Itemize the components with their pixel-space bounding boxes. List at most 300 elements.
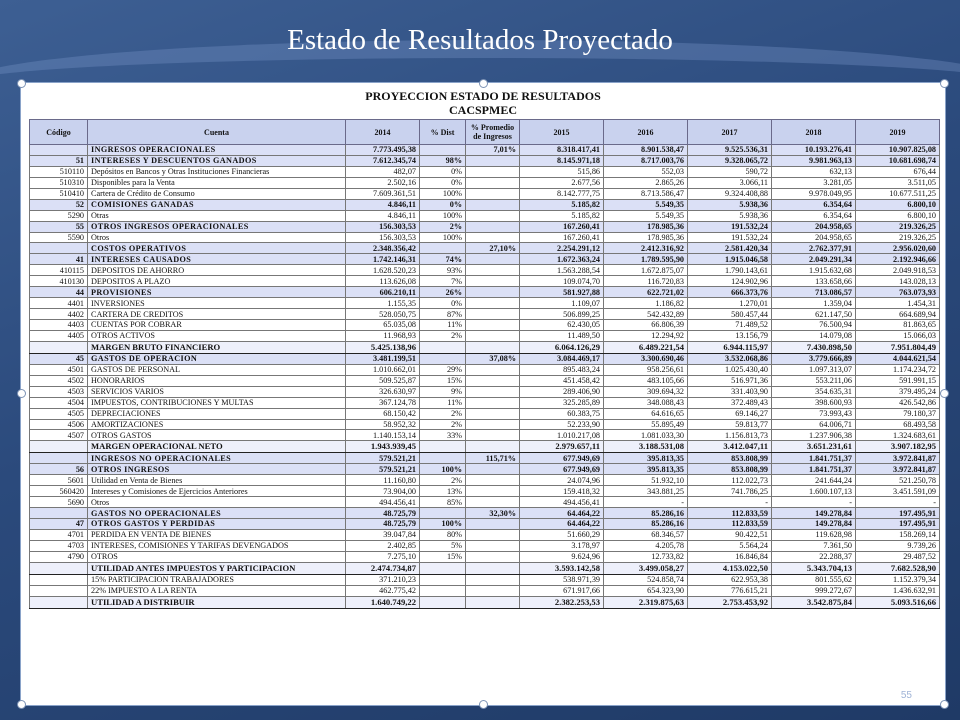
column-header: 2015 xyxy=(520,120,604,145)
table-cell: Otros xyxy=(88,497,346,508)
table-cell: 64.006,71 xyxy=(772,419,856,430)
resize-handle-bottom-left[interactable] xyxy=(17,700,26,709)
resize-handle-bottom[interactable] xyxy=(479,700,488,709)
table-cell: 1.640.749,22 xyxy=(346,596,420,608)
table-cell: 133.658,66 xyxy=(772,276,856,287)
table-cell: 1.436.632,91 xyxy=(856,585,940,596)
table-cell: 2% xyxy=(420,419,466,430)
table-cell xyxy=(466,287,520,298)
table-cell: 426.542,86 xyxy=(856,397,940,408)
table-cell: 494.456,41 xyxy=(346,497,420,508)
column-header: 2014 xyxy=(346,120,420,145)
column-header: 2019 xyxy=(856,120,940,145)
table-cell: OTROS ACTIVOS xyxy=(88,330,346,341)
table-cell: 494.456,41 xyxy=(520,497,604,508)
table-cell: 100% xyxy=(420,188,466,199)
table-cell: 87% xyxy=(420,309,466,320)
table-cell: 44 xyxy=(30,287,88,298)
table-cell: 325.285,89 xyxy=(520,397,604,408)
resize-handle-top[interactable] xyxy=(479,79,488,88)
table-cell: 5.938,36 xyxy=(688,210,772,221)
table-cell: 1.672.875,07 xyxy=(604,265,688,276)
table-cell xyxy=(466,320,520,331)
table-cell: 8.717.003,76 xyxy=(604,155,688,166)
table-row xyxy=(30,276,940,287)
table-cell: 2.753.453,92 xyxy=(688,596,772,608)
table-cell: 552,03 xyxy=(604,166,688,177)
table-cell: 2.474.734,87 xyxy=(346,562,420,574)
table-cell: 1.109,07 xyxy=(520,298,604,309)
table-cell: 1.742.146,31 xyxy=(346,254,420,265)
table-cell: 1.841.751,37 xyxy=(772,453,856,464)
table-cell: 0% xyxy=(420,166,466,177)
table-cell xyxy=(466,540,520,551)
column-header: 2018 xyxy=(772,120,856,145)
table-cell: 671.917,66 xyxy=(520,585,604,596)
table-cell xyxy=(30,453,88,464)
table-cell: 48.725,79 xyxy=(346,508,420,519)
table-cell: 8.713.586,47 xyxy=(604,188,688,199)
table-cell: 579.521,21 xyxy=(346,453,420,464)
table-cell: 2.956.020,60 xyxy=(856,243,940,254)
table-cell: 85.286,16 xyxy=(604,508,688,519)
table-cell: 1.237.906,38 xyxy=(772,430,856,441)
table-cell: 149.278,84 xyxy=(772,508,856,519)
table-cell: 113.626,08 xyxy=(346,276,420,287)
table-row xyxy=(30,232,940,243)
table-cell: 10.907.825,08 xyxy=(856,145,940,156)
table-cell xyxy=(30,341,88,353)
table-cell: 5.185,82 xyxy=(520,210,604,221)
table-cell: 1.454,31 xyxy=(856,298,940,309)
table-cell: 538.971,39 xyxy=(520,574,604,585)
table-row xyxy=(30,287,940,298)
table-row xyxy=(30,430,940,441)
table-body xyxy=(30,145,940,609)
table-cell: 8.145.971,18 xyxy=(520,155,604,166)
table-cell xyxy=(466,221,520,232)
table-cell: 506.899,25 xyxy=(520,309,604,320)
table-cell: 1.324.683,61 xyxy=(856,430,940,441)
table-cell: - xyxy=(688,497,772,508)
table-cell: 68.150,42 xyxy=(346,408,420,419)
table-cell: 331.403,90 xyxy=(688,386,772,397)
table-cell: 999.272,67 xyxy=(772,585,856,596)
table-cell: 3.593.142,58 xyxy=(520,562,604,574)
table-cell xyxy=(466,430,520,441)
table-cell: 621.147,50 xyxy=(772,309,856,320)
table-cell xyxy=(420,341,466,353)
table-cell: 395.813,35 xyxy=(604,453,688,464)
resize-handle-left[interactable] xyxy=(17,389,26,398)
table-cell: 666.373,76 xyxy=(688,287,772,298)
table-cell: 71.489,52 xyxy=(688,320,772,331)
table-cell: 3.499.058,27 xyxy=(604,562,688,574)
table-cell: SERVICIOS VARIOS xyxy=(88,386,346,397)
table-cell: 1.915.046,58 xyxy=(688,254,772,265)
table-cell: 3.972.841,87 xyxy=(856,464,940,475)
table-cell: 85.286,16 xyxy=(604,519,688,530)
table-cell: OTROS GASTOS Y PERDIDAS xyxy=(88,519,346,530)
table-cell: 6.944.115,97 xyxy=(688,341,772,353)
table-row xyxy=(30,265,940,276)
table-cell: 395.813,35 xyxy=(604,464,688,475)
table-cell: 560420 xyxy=(30,486,88,497)
table-cell: 853.808,99 xyxy=(688,453,772,464)
table-cell: GASTOS NO OPERACIONALES xyxy=(88,508,346,519)
table-cell: Depósitos en Bancos y Otras Instituciones Financieras xyxy=(88,166,346,177)
table-cell: 241.644,24 xyxy=(772,475,856,486)
table-cell: OTROS GASTOS xyxy=(88,430,346,441)
table-cell: 9.324.408,88 xyxy=(688,188,772,199)
table-cell: 80% xyxy=(420,529,466,540)
table-cell: 26% xyxy=(420,287,466,298)
table-cell: 16.846,84 xyxy=(688,551,772,562)
table-row xyxy=(30,341,940,353)
table-cell: 6.800,10 xyxy=(856,210,940,221)
table-cell: CUENTAS POR COBRAR xyxy=(88,320,346,331)
table-cell: 451.458,42 xyxy=(520,375,604,386)
table-cell: PERDIDA EN VENTA DE BIENES xyxy=(88,529,346,540)
table-cell: 156.303,53 xyxy=(346,221,420,232)
table-cell: 654.323,90 xyxy=(604,585,688,596)
table-cell: 191.532,24 xyxy=(688,232,772,243)
table-cell: 677.949,69 xyxy=(520,453,604,464)
table-cell: 9.328.065,72 xyxy=(688,155,772,166)
table-cell: Otras xyxy=(88,210,346,221)
embedded-table-image[interactable] xyxy=(20,82,946,706)
table-cell: CARTERA DE CREDITOS xyxy=(88,309,346,320)
table-cell: 2% xyxy=(420,221,466,232)
table-cell xyxy=(466,475,520,486)
table-cell: 167.260,41 xyxy=(520,232,604,243)
table-cell: 8.901.538,47 xyxy=(604,145,688,156)
table-cell xyxy=(466,364,520,375)
table-cell: 48.725,79 xyxy=(346,519,420,530)
resize-handle-top-left[interactable] xyxy=(17,79,26,88)
table-cell: 1.943.939,45 xyxy=(346,441,420,453)
table-cell: 4503 xyxy=(30,386,88,397)
table-cell: 41 xyxy=(30,254,88,265)
table-cell: 29.487,52 xyxy=(856,551,940,562)
table-row xyxy=(30,155,940,166)
table-cell xyxy=(466,254,520,265)
table-cell: 11.968,93 xyxy=(346,330,420,341)
table-cell xyxy=(466,166,520,177)
table-row xyxy=(30,397,940,408)
table-cell: 4.846,11 xyxy=(346,210,420,221)
table-cell xyxy=(466,330,520,341)
table-cell: 372.489,43 xyxy=(688,397,772,408)
table-row xyxy=(30,486,940,497)
table-row xyxy=(30,145,940,156)
table-cell: 68.346,57 xyxy=(604,529,688,540)
table-cell: 1.672.363,24 xyxy=(520,254,604,265)
table-cell: 371.210,23 xyxy=(346,574,420,585)
table-cell xyxy=(420,243,466,254)
table-cell: 4.044.621,54 xyxy=(856,353,940,364)
table-cell: 6.800,10 xyxy=(856,199,940,210)
table-cell: 5.343.704,13 xyxy=(772,562,856,574)
table-cell: 2.677,56 xyxy=(520,177,604,188)
table-cell: 2.865,26 xyxy=(604,177,688,188)
table-cell: 93% xyxy=(420,265,466,276)
table-cell: 1.097.313,07 xyxy=(772,364,856,375)
table-cell: 4506 xyxy=(30,419,88,430)
table-cell: 542.432,89 xyxy=(604,309,688,320)
table-row xyxy=(30,364,940,375)
table-row xyxy=(30,375,940,386)
table-cell: 52.233,90 xyxy=(520,419,604,430)
table-cell: 3.779.666,89 xyxy=(772,353,856,364)
column-header: 2016 xyxy=(604,120,688,145)
table-cell: 100% xyxy=(420,519,466,530)
table-cell: 197.495,91 xyxy=(856,519,940,530)
table-cell: Disponibles para la Venta xyxy=(88,177,346,188)
table-row xyxy=(30,386,940,397)
table-cell: 521.250,78 xyxy=(856,475,940,486)
table-cell: 410130 xyxy=(30,276,88,287)
table-cell: 1.186,82 xyxy=(604,298,688,309)
table-cell: 27,10% xyxy=(466,243,520,254)
table-cell: 713.086,57 xyxy=(772,287,856,298)
table-cell xyxy=(466,464,520,475)
table-cell xyxy=(30,585,88,596)
table-row xyxy=(30,585,940,596)
table-row xyxy=(30,243,940,254)
table-cell: AMORTIZACIONES xyxy=(88,419,346,430)
table-cell: 4703 xyxy=(30,540,88,551)
table-cell: 5.093.516,66 xyxy=(856,596,940,608)
table-row xyxy=(30,519,940,530)
table-cell: 2.192.946,66 xyxy=(856,254,940,265)
table-cell: 62.430,05 xyxy=(520,320,604,331)
table-cell: 2.979.657,11 xyxy=(520,441,604,453)
table-cell: 191.532,24 xyxy=(688,221,772,232)
table-cell: 3.066,11 xyxy=(688,177,772,188)
table-cell: OTROS INGRESOS OPERACIONALES xyxy=(88,221,346,232)
table-cell: 9.739,26 xyxy=(856,540,940,551)
table-row xyxy=(30,353,940,364)
table-cell: 1.841.751,37 xyxy=(772,464,856,475)
table-cell: PROVISIONES xyxy=(88,287,346,298)
table-cell: 39.047,84 xyxy=(346,529,420,540)
table-cell: UTILIDAD A DISTRIBUIR xyxy=(88,596,346,608)
table-cell xyxy=(420,585,466,596)
table-cell: 4502 xyxy=(30,375,88,386)
table-cell: 5601 xyxy=(30,475,88,486)
table-cell: 219.326,25 xyxy=(856,221,940,232)
table-cell: 15% xyxy=(420,375,466,386)
table-row xyxy=(30,210,940,221)
table-cell: 47 xyxy=(30,519,88,530)
resize-handle-top-right[interactable] xyxy=(940,79,949,88)
table-cell: 3.451.591,09 xyxy=(856,486,940,497)
table-row xyxy=(30,298,940,309)
table-cell: 7.612.345,74 xyxy=(346,155,420,166)
table-cell xyxy=(30,574,88,585)
table-cell: IMPUESTOS, CONTRIBUCIONES Y MULTAS xyxy=(88,397,346,408)
table-cell: 1.270,01 xyxy=(688,298,772,309)
table-cell: 2.319.875,63 xyxy=(604,596,688,608)
resize-handle-bottom-right[interactable] xyxy=(940,700,949,709)
table-cell: 90.422,51 xyxy=(688,529,772,540)
table-cell: 149.278,84 xyxy=(772,519,856,530)
table-cell: 5590 xyxy=(30,232,88,243)
table-cell: 7.951.804,49 xyxy=(856,341,940,353)
table-row xyxy=(30,254,940,265)
table-cell: 68.493,58 xyxy=(856,419,940,430)
table-cell xyxy=(420,441,466,453)
table-cell: 11.489,50 xyxy=(520,330,604,341)
table-cell: 116.720,83 xyxy=(604,276,688,287)
table-cell: 289.406,90 xyxy=(520,386,604,397)
table-cell: 12.733,82 xyxy=(604,551,688,562)
table-cell: 2.402,85 xyxy=(346,540,420,551)
table-cell: 853.808,99 xyxy=(688,464,772,475)
table-cell: 3.178,97 xyxy=(520,540,604,551)
table-cell: 13% xyxy=(420,486,466,497)
table-cell xyxy=(466,519,520,530)
table-cell: 664.689,94 xyxy=(856,309,940,320)
table-cell: 2.254.291,12 xyxy=(520,243,604,254)
table-cell: 98% xyxy=(420,155,466,166)
table-cell: INGRESOS NO OPERACIONALES xyxy=(88,453,346,464)
table-row xyxy=(30,166,940,177)
table-cell: OTROS INGRESOS xyxy=(88,464,346,475)
table-cell: 85% xyxy=(420,497,466,508)
table-cell: 524.858,74 xyxy=(604,574,688,585)
table-cell xyxy=(30,441,88,453)
table-cell: Utilidad en Venta de Bienes xyxy=(88,475,346,486)
table-cell xyxy=(466,408,520,419)
table-cell: 219.326,25 xyxy=(856,232,940,243)
table-row xyxy=(30,464,940,475)
table-cell: 581.927,88 xyxy=(520,287,604,298)
table-cell: 7.609.361,51 xyxy=(346,188,420,199)
table-cell: 1.174.234,72 xyxy=(856,364,940,375)
table-cell: 1.628.520,23 xyxy=(346,265,420,276)
table-cell: 59.813,77 xyxy=(688,419,772,430)
table-cell: 895.483,24 xyxy=(520,364,604,375)
table-cell: 410115 xyxy=(30,265,88,276)
table-cell: HONORARIOS xyxy=(88,375,346,386)
table-cell: 4405 xyxy=(30,330,88,341)
table-row xyxy=(30,596,940,608)
table-cell: 354.635,31 xyxy=(772,386,856,397)
table-cell: 5.564,24 xyxy=(688,540,772,551)
table-cell xyxy=(420,596,466,608)
table-cell: INVERSIONES xyxy=(88,298,346,309)
table-cell: 4402 xyxy=(30,309,88,320)
table-cell: 510410 xyxy=(30,188,88,199)
table-cell: 60.383,75 xyxy=(520,408,604,419)
table-cell: 309.694,32 xyxy=(604,386,688,397)
table-cell: 1.563.288,54 xyxy=(520,265,604,276)
table-row xyxy=(30,320,940,331)
table-cell: 159.418,32 xyxy=(520,486,604,497)
table-cell: 6.354,64 xyxy=(772,199,856,210)
table-cell: 29% xyxy=(420,364,466,375)
table-row xyxy=(30,330,940,341)
table-cell: 4505 xyxy=(30,408,88,419)
table-row xyxy=(30,453,940,464)
table-cell xyxy=(466,386,520,397)
table-cell: 510110 xyxy=(30,166,88,177)
table-row xyxy=(30,441,940,453)
document-title: PROYECCION ESTADO DE RESULTADOS xyxy=(365,89,601,103)
table-cell: 553.211,06 xyxy=(772,375,856,386)
table-cell: 73.993,43 xyxy=(772,408,856,419)
table-cell: 4504 xyxy=(30,397,88,408)
table-cell: 143.028,13 xyxy=(856,276,940,287)
table-cell: 33% xyxy=(420,430,466,441)
table-cell: 10.193.276,41 xyxy=(772,145,856,156)
table-cell: 64.616,65 xyxy=(604,408,688,419)
table-cell: 55 xyxy=(30,221,88,232)
column-header: % Promedio de Ingresos xyxy=(466,120,520,145)
table-cell: 580.457,44 xyxy=(688,309,772,320)
table-cell xyxy=(30,243,88,254)
table-cell: 158.269,14 xyxy=(856,529,940,540)
table-cell: 51.932,10 xyxy=(604,475,688,486)
table-cell xyxy=(420,353,466,364)
table-cell: 3.972.841,87 xyxy=(856,453,940,464)
table-cell: 1.790.143,61 xyxy=(688,265,772,276)
table-cell: 5690 xyxy=(30,497,88,508)
table-cell: 7.682.528,90 xyxy=(856,562,940,574)
table-cell: 677.949,69 xyxy=(520,464,604,475)
column-header: Cuenta xyxy=(88,120,346,145)
table-cell: 5.425.138,96 xyxy=(346,341,420,353)
table-cell: 9.978.049,95 xyxy=(772,188,856,199)
table-cell: 100% xyxy=(420,210,466,221)
table-cell: 7.275,10 xyxy=(346,551,420,562)
table-cell: 37,08% xyxy=(466,353,520,364)
table-cell: 5.549,35 xyxy=(604,199,688,210)
table-cell: 7,01% xyxy=(466,145,520,156)
table-cell: 3.542.875,84 xyxy=(772,596,856,608)
table-cell xyxy=(420,453,466,464)
table-cell: Cartera de Crédito de Consumo xyxy=(88,188,346,199)
table-cell: 763.073,93 xyxy=(856,287,940,298)
table-cell: 5% xyxy=(420,540,466,551)
table-cell: 3.481.199,51 xyxy=(346,353,420,364)
table-cell: - xyxy=(856,497,940,508)
table-cell: 398.600,93 xyxy=(772,397,856,408)
table-cell: 9% xyxy=(420,386,466,397)
table-cell xyxy=(466,585,520,596)
table-cell: 12.294,92 xyxy=(604,330,688,341)
table-cell: 5290 xyxy=(30,210,88,221)
table-cell: 11% xyxy=(420,320,466,331)
table-cell: 348.088,43 xyxy=(604,397,688,408)
table-cell: 367.124,78 xyxy=(346,397,420,408)
table-cell: 112.022,73 xyxy=(688,475,772,486)
table-cell: GASTOS DE OPERACION xyxy=(88,353,346,364)
table-cell: 801.555,62 xyxy=(772,574,856,585)
table-cell: 2% xyxy=(420,408,466,419)
table-cell xyxy=(466,486,520,497)
table-cell xyxy=(466,276,520,287)
resize-handle-right[interactable] xyxy=(940,389,949,398)
table-cell: 7.361,50 xyxy=(772,540,856,551)
table-cell: 64.464,22 xyxy=(520,519,604,530)
table-cell: 676,44 xyxy=(856,166,940,177)
table-cell: 10.681.698,74 xyxy=(856,155,940,166)
table-cell xyxy=(420,145,466,156)
table-cell: 482,07 xyxy=(346,166,420,177)
